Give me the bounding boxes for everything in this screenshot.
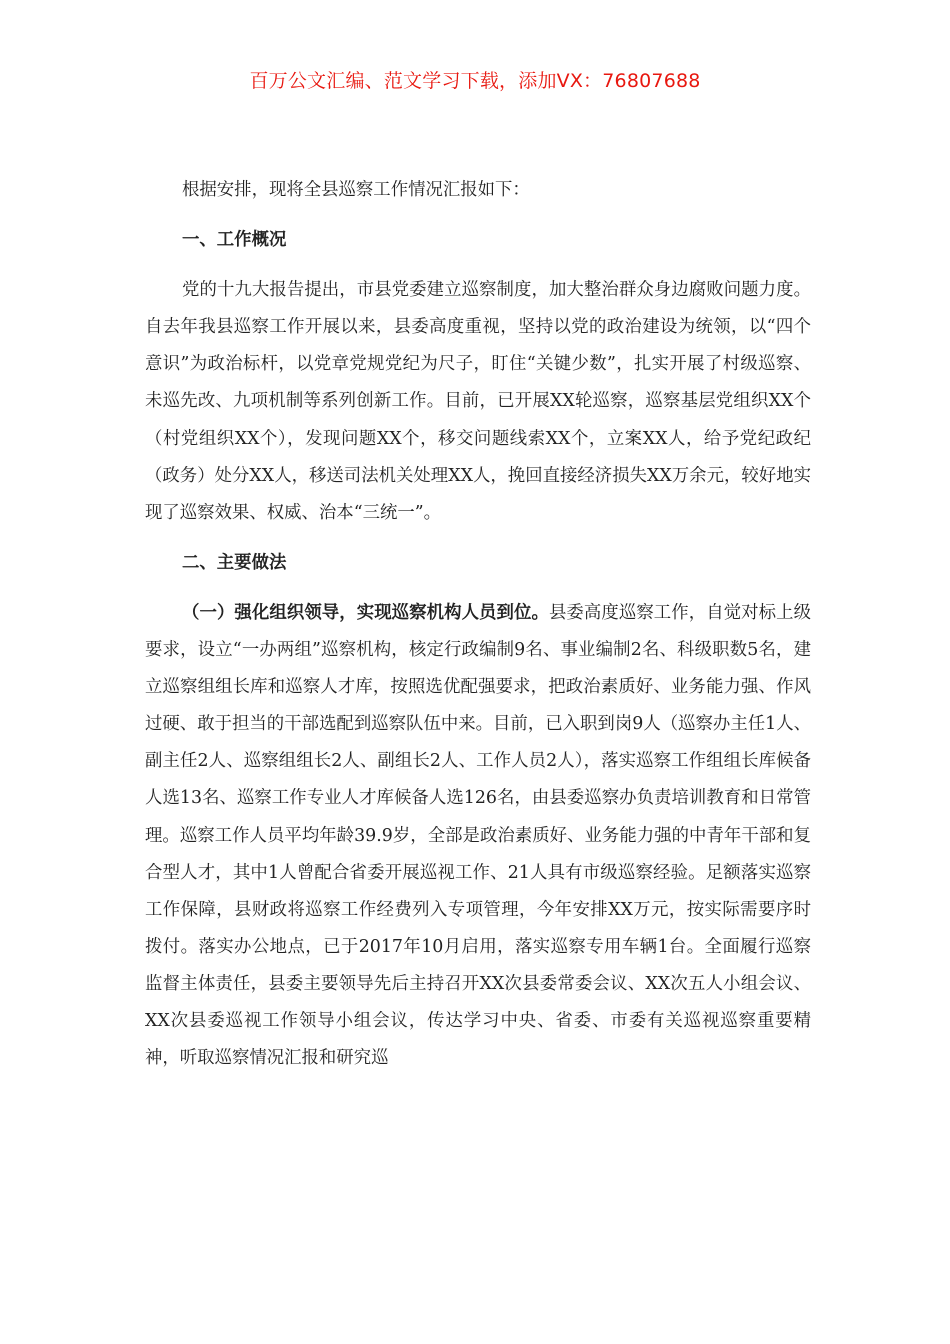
subsection-text: 县委高度巡察工作，自觉对标上级要求，设立“一办两组”巡察机构，核定行政编制9名、事业编制2名、科级职数5名，建立巡察组组长库和巡察人才库，按照选优配强要求，把政治素质好、业务能力强、作风过硬、敢于担当的干部选配到巡察队伍中来。目前，已入职到岗9人（巡察办主任1人、副主任2人、巡察组组长2人、副组长2人、工作人员2人），落实巡察工作组组长库候备人选13名、巡察工作专业人才库候备人选126名，由县委巡察办负责培训教育和日常管理。巡察工作人员平均年龄39.9岁，全部是政治素质好、业务能力强的中青年干部和复合型人才，其中1人曾配合省委开展巡视工作、21人具有市级巡察经验。足额落实巡察工作保障，县财政将巡察工作经费列入专项管理，今年安排XX万元，按实际需要序时拨付。落实办公地点，已于2017年10月启用，落实巡察专用车辆1台。全面履行巡察监督主体责任，县委主要领导先后主持召开XX次县委常委会议、XX次五人小组会议、XX次县委巡视工作领导小组会议，传达学习中央、省委、市委有关巡视巡察重要精神，听取巡察情况汇报和研究巡 xyxy=(145,602,811,1069)
overview-paragraph: 党的十九大报告提出，市县党委建立巡察制度，加大整治群众身边腐败问题力度。自去年我县巡察工作开展以来，县委高度重视，坚持以党的政治建设为统领，以“四个意识”为政治标杆，以党章党规党纪为尺子，盯住“关键少数”，扎实开展了村级巡察、未巡先改、九项机制等系列创新工作。目前，已开展XX轮巡察，巡察基层党组织XX个（村党组织XX个），发现问题XX个，移交问题线索XX个，立案XX人，给予党纪政纪（政务）处分XX人，移送司法机关处理XX人，挽回直接经济损失XX万余元，较好地实现了巡察效果、权威、治本“三统一”。 xyxy=(145,280,811,523)
section-heading-practices: 二、主要做法 xyxy=(182,552,287,573)
intro-paragraph: 根据安排，现将全县巡察工作情况汇报如下： xyxy=(182,180,530,200)
subsection-title: （一）强化组织领导，实现巡察机构人员到位。 xyxy=(182,602,549,623)
section-heading-overview: 一、工作概况 xyxy=(182,230,287,251)
promo-banner: 百万公文汇编、范文学习下载，添加VX：76807688 xyxy=(249,70,701,92)
document-body xyxy=(145,172,811,1077)
practices-paragraph-1 xyxy=(145,595,811,1077)
